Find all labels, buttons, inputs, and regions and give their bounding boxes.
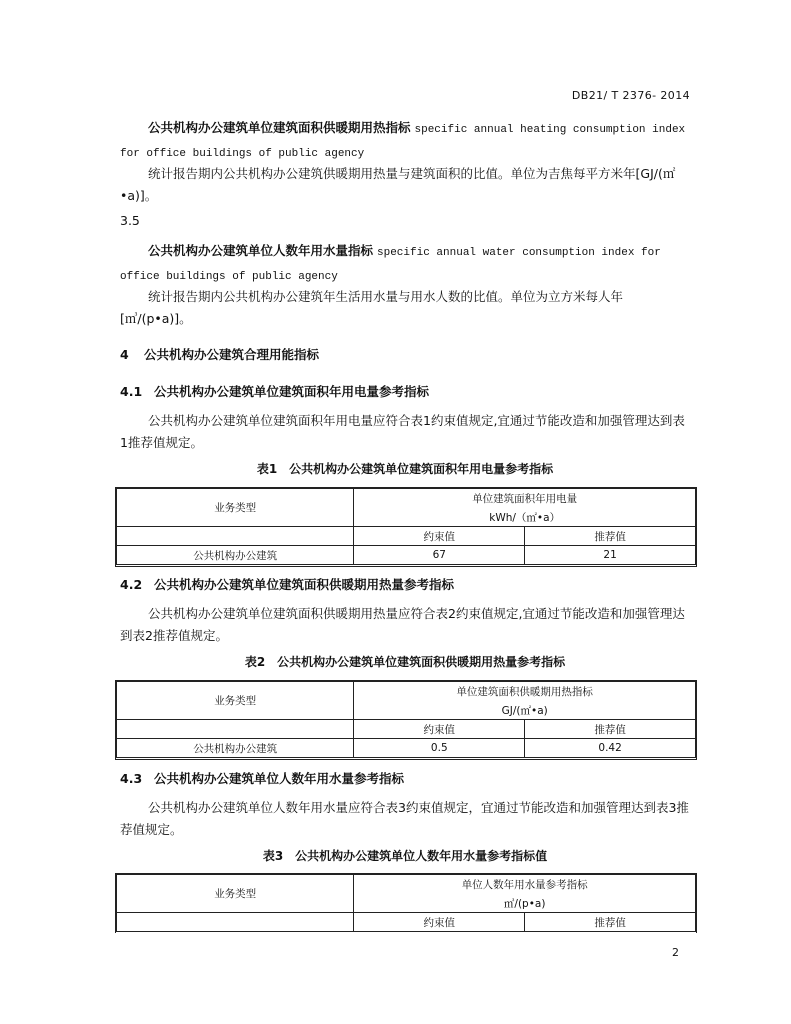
section-4-title: 公共机构办公建筑合理用能指标: [144, 347, 320, 362]
section-4-3-title: 公共机构办公建筑单位人数年用水量参考指标: [154, 771, 405, 786]
table-2-caption: 表2 公共机构办公建筑单位建筑面积供暖期用热量参考指标: [244, 655, 566, 669]
table-3-caption: 表3 公共机构办公建筑单位人数年用水量参考指标值: [262, 849, 548, 863]
section-4-2-title: 公共机构办公建筑单位建筑面积供暖期用热量参考指标: [154, 577, 455, 592]
section-4-2-heading: [120, 574, 690, 596]
table-1-row-type: 公共机构办公建筑: [117, 546, 354, 565]
table-2-row-type: 公共机构办公建筑: [117, 739, 354, 758]
table-3: [115, 873, 697, 933]
section-4-1-body: 公共机构办公建筑单位建筑面积年用电量应符合表1约束值规定,宜通过节能改造和加强管理达到表1推荐值规定。: [120, 413, 685, 450]
table-3-unit: ㎥/(p•a): [503, 897, 546, 910]
table-2: [115, 680, 697, 760]
term-3-5-definition: 统计报告期内公共机构办公建筑年生活用水量与用水人数的比值。单位为立方米每人年[㎥/(p•a)]。: [120, 289, 624, 326]
table-2-unit: GJ/(㎡•a): [501, 704, 548, 717]
table-2-group-title: 单位建筑面积供暖期用热指标: [456, 685, 593, 698]
table-1-row-recommended: 21: [525, 546, 696, 565]
term-3-4: [120, 117, 690, 165]
table-2-group-header: [354, 682, 696, 720]
table-2-col-type: 业务类型: [117, 682, 354, 720]
table-2-type-spacer: [117, 720, 354, 739]
table-3-col-limit: 约束值: [354, 913, 525, 932]
table-1-row-limit: 67: [354, 546, 525, 565]
section-4-1-number: 4.1: [120, 384, 143, 399]
table-1: [115, 487, 697, 567]
table-2-col-limit: 约束值: [354, 720, 525, 739]
standard-code: DB21/ T 2376- 2014: [571, 89, 690, 102]
section-4-1-title: 公共机构办公建筑单位建筑面积年用电量参考指标: [154, 384, 430, 399]
term-3-5-cn: 公共机构办公建筑单位人数年用水量指标: [148, 243, 374, 258]
section-4-number: 4: [120, 347, 129, 362]
table-3-col-recommended: 推荐值: [525, 913, 696, 932]
table-1-group-header: [354, 489, 696, 527]
term-3-4-cn: 公共机构办公建筑单位建筑面积供暖期用热指标: [148, 120, 411, 135]
table-2-row-limit: 0.5: [354, 739, 525, 758]
table-3-group-title: 单位人数年用水量参考指标: [461, 878, 588, 891]
term-3-4-definition: 统计报告期内公共机构办公建筑供暖期用热量与建筑面积的比值。单位为吉焦每平方米年[GJ/(㎡•a)]。: [120, 166, 676, 203]
table-2-row-recommended: 0.42: [525, 739, 696, 758]
table-1-type-spacer: [117, 527, 354, 546]
table-1-col-limit: 约束值: [354, 527, 525, 546]
section-4-heading: [120, 344, 690, 366]
table-1-caption: 表1 公共机构办公建筑单位建筑面积年用电量参考指标: [256, 462, 554, 476]
term-3-5-en: specific annual water consumption index for office buildings of public agency: [120, 247, 661, 283]
table-1-group-title: 单位建筑面积年用电量: [472, 492, 578, 505]
table-1-unit: kWh/（㎡•a）: [489, 511, 561, 524]
table-3-group-header: [354, 875, 696, 913]
section-4-2-number: 4.2: [120, 577, 143, 592]
term-3-5: [120, 240, 690, 288]
clause-number-3-5: 3.5: [120, 213, 140, 228]
section-4-2-body: 公共机构办公建筑单位建筑面积供暖期用热量应符合表2约束值规定,宜通过节能改造和加强管理达到表2推荐值规定。: [120, 606, 685, 643]
term-3-4-en: specific annual heating consumption index for office buildings of public agency: [120, 124, 686, 160]
section-4-3-number: 4.3: [120, 771, 143, 786]
table-3-col-type: 业务类型: [117, 875, 354, 913]
table-1-col-recommended: 推荐值: [525, 527, 696, 546]
section-4-3-body: 公共机构办公建筑单位人数年用水量应符合表3约束值规定，宜通过节能改造和加强管理达到表3推荐值规定。: [120, 800, 689, 837]
section-4-1-heading: [120, 381, 690, 403]
section-4-3-heading: [120, 768, 690, 790]
table-1-col-type: 业务类型: [117, 489, 354, 527]
table-2-col-recommended: 推荐值: [525, 720, 696, 739]
page-number: 2: [672, 946, 679, 959]
table-3-type-spacer: [117, 913, 354, 932]
